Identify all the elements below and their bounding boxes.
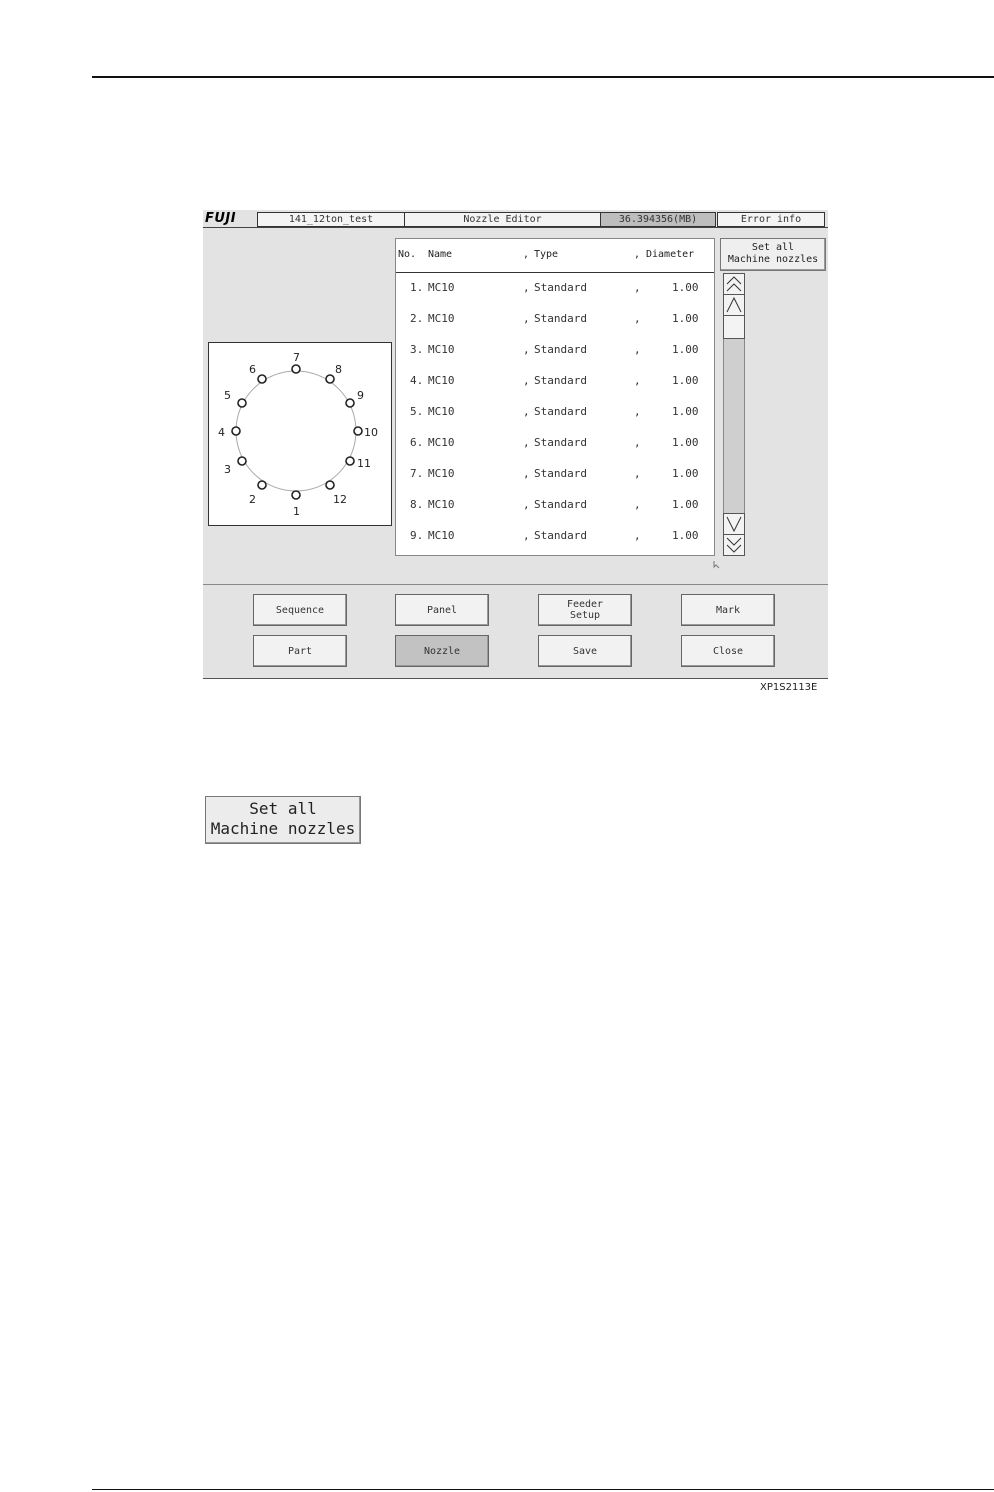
slot-label-3: 3 [224, 463, 231, 476]
feeder-setup-button[interactable] [538, 594, 632, 626]
page-footer-rule [92, 1489, 994, 1490]
row-diameter: 1.00 [672, 281, 699, 294]
row-name: MC10 [428, 405, 455, 418]
row-separator: , [523, 343, 530, 356]
col-diameter-header: Diameter [646, 249, 695, 260]
mark-button[interactable]: Mark [681, 594, 775, 626]
slot-label-2: 2 [249, 493, 256, 506]
nozzle-slot-3 [238, 457, 246, 465]
scroll-thumb[interactable] [723, 315, 745, 339]
chevron-up-icon [724, 295, 744, 315]
row-type: Standard [534, 467, 587, 480]
list-item[interactable] [396, 339, 714, 370]
panel-button[interactable]: Panel [395, 594, 489, 626]
row-separator: , [523, 374, 530, 387]
panel-divider [203, 584, 828, 585]
list-item[interactable] [396, 525, 714, 556]
row-no: 4. [410, 374, 424, 387]
row-name: MC10 [428, 374, 455, 387]
filename-field: 141_12ton_test [257, 212, 405, 227]
row-name: MC10 [428, 312, 455, 325]
row-separator: , [634, 467, 641, 480]
nozzle-slot-4 [232, 427, 240, 435]
row-diameter: 1.00 [672, 436, 699, 449]
row-diameter: 1.00 [672, 405, 699, 418]
nozzle-slot-11 [346, 457, 354, 465]
list-item[interactable] [396, 494, 714, 525]
list-item[interactable] [396, 308, 714, 339]
nozzle-slot-10 [354, 427, 362, 435]
scroll-top-button[interactable] [723, 273, 745, 295]
scroll-track[interactable] [723, 315, 745, 533]
col-no-header: No. [398, 249, 417, 260]
nozzle-slot-12 [326, 481, 334, 489]
sequence-button[interactable]: Sequence [253, 594, 347, 626]
nozzle-turret-diagram [208, 342, 392, 526]
nozzle-slot-8 [326, 375, 334, 383]
set-all-machine-nozzles-button[interactable] [720, 238, 826, 271]
set-all-label-line2: Machine nozzles [727, 254, 819, 265]
row-type: Standard [534, 436, 587, 449]
row-separator: , [634, 405, 641, 418]
row-type: Standard [534, 498, 587, 511]
slot-label-9: 9 [357, 389, 364, 402]
row-separator: , [634, 343, 641, 356]
row-no: 9. [410, 529, 424, 542]
feeder-setup-label-line1: Feeder [566, 599, 604, 610]
row-separator: , [634, 529, 641, 542]
slot-label-10: 10 [364, 426, 378, 439]
row-separator: , [523, 436, 530, 449]
slot-label-1: 1 [293, 505, 300, 518]
part-button[interactable]: Part [253, 635, 347, 667]
set-all-label-line1: Set all [751, 242, 795, 253]
row-name: MC10 [428, 529, 455, 542]
list-item[interactable] [396, 432, 714, 463]
row-no: 1. [410, 281, 424, 294]
memory-indicator: 36.394356(MB) [600, 212, 716, 227]
nozzle-button[interactable]: Nozzle [395, 635, 489, 667]
double-chevron-down-icon [724, 535, 744, 555]
header-separator: , [634, 249, 641, 260]
nozzle-editor-screen [203, 210, 828, 679]
row-separator: , [523, 467, 530, 480]
left-panel [203, 228, 395, 584]
slot-label-11: 11 [357, 457, 371, 470]
save-button[interactable]: Save [538, 635, 632, 667]
row-diameter: 1.00 [672, 529, 699, 542]
row-diameter: 1.00 [672, 312, 699, 325]
list-item[interactable] [396, 370, 714, 401]
row-no: 6. [410, 436, 424, 449]
slot-label-4: 4 [218, 426, 225, 439]
slot-label-7: 7 [293, 351, 300, 364]
list-item[interactable] [396, 277, 714, 308]
page-header-rule [92, 76, 994, 78]
row-separator: , [523, 529, 530, 542]
row-separator: , [523, 405, 530, 418]
row-separator: , [523, 498, 530, 511]
row-no: 5. [410, 405, 424, 418]
set-all-machine-nozzles-callout [205, 796, 361, 844]
row-diameter: 1.00 [672, 343, 699, 356]
list-item[interactable] [396, 401, 714, 432]
row-separator: , [634, 436, 641, 449]
callout-line2: Machine nozzles [210, 819, 356, 838]
row-type: Standard [534, 281, 587, 294]
figure-id: XP1S2113E [760, 682, 818, 693]
col-type-header: Type [534, 249, 559, 260]
window-title: Nozzle Editor [404, 212, 601, 227]
title-bar [203, 210, 828, 228]
row-no: 8. [410, 498, 424, 511]
feeder-setup-label-line2: Setup [569, 610, 601, 621]
row-name: MC10 [428, 281, 455, 294]
row-name: MC10 [428, 343, 455, 356]
row-separator: , [634, 281, 641, 294]
row-no: 3. [410, 343, 424, 356]
scroll-down-button[interactable] [723, 513, 745, 535]
row-no: 2. [410, 312, 424, 325]
double-chevron-up-icon [724, 274, 744, 294]
mouse-cursor-icon [713, 560, 723, 570]
list-header [396, 239, 714, 273]
row-separator: , [634, 374, 641, 387]
slot-label-6: 6 [249, 363, 256, 376]
callout-line1: Set all [249, 799, 317, 818]
row-type: Standard [534, 374, 587, 387]
row-diameter: 1.00 [672, 498, 699, 511]
row-type: Standard [534, 529, 587, 542]
close-button[interactable]: Close [681, 635, 775, 667]
slot-label-5: 5 [224, 389, 231, 402]
row-no: 7. [410, 467, 424, 480]
row-name: MC10 [428, 467, 455, 480]
nozzle-slot-5 [238, 399, 246, 407]
row-type: Standard [534, 405, 587, 418]
chevron-down-icon [724, 514, 744, 534]
row-separator: , [634, 498, 641, 511]
nozzle-slot-9 [346, 399, 354, 407]
nozzle-list [395, 238, 715, 556]
list-scrollbar[interactable] [723, 273, 745, 555]
nozzle-slot-7 [292, 365, 300, 373]
slot-label-12: 12 [333, 493, 347, 506]
row-type: Standard [534, 343, 587, 356]
list-item[interactable] [396, 463, 714, 494]
nozzle-slot-6 [258, 375, 266, 383]
error-info-button[interactable]: Error info [717, 212, 825, 227]
nozzle-slot-2 [258, 481, 266, 489]
scroll-up-button[interactable] [723, 294, 745, 316]
col-name-header: Name [428, 249, 453, 260]
row-separator: , [523, 281, 530, 294]
row-diameter: 1.00 [672, 467, 699, 480]
row-separator: , [634, 312, 641, 325]
fuji-logo: FUJI [205, 211, 237, 226]
row-diameter: 1.00 [672, 374, 699, 387]
row-name: MC10 [428, 498, 455, 511]
row-type: Standard [534, 312, 587, 325]
scroll-bottom-button[interactable] [723, 534, 745, 556]
slot-label-8: 8 [335, 363, 342, 376]
nozzle-slot-1 [292, 491, 300, 499]
row-separator: , [523, 312, 530, 325]
row-name: MC10 [428, 436, 455, 449]
header-separator: , [523, 249, 530, 260]
